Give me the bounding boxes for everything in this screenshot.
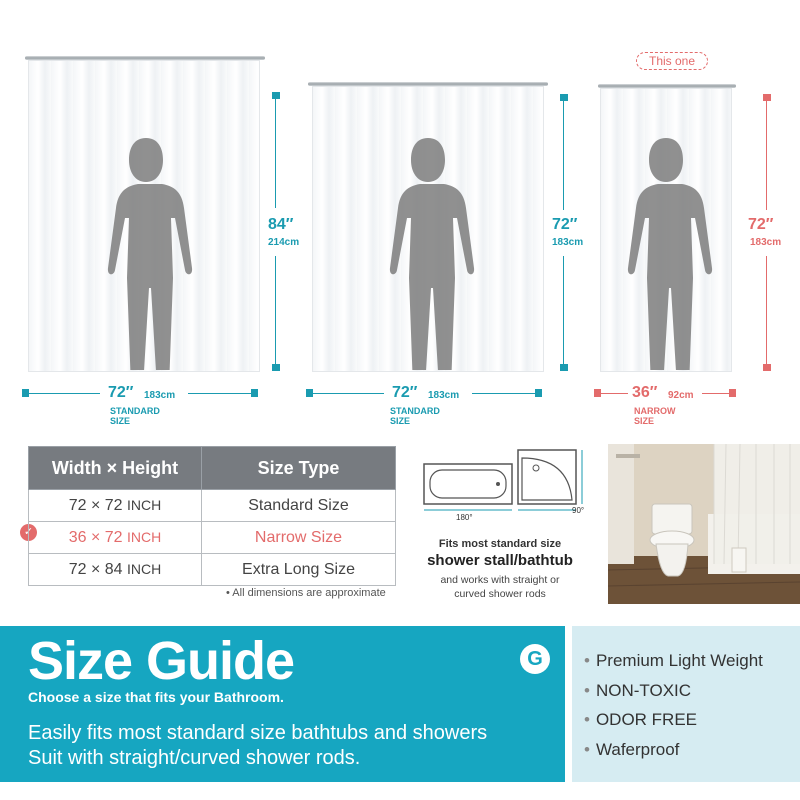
height-inches: 72″ — [748, 216, 774, 233]
table-row — [29, 490, 396, 522]
height-line — [766, 256, 767, 364]
table-row — [29, 554, 396, 586]
brand-logo-icon: G — [520, 644, 550, 674]
width-inches: 36″ — [632, 384, 658, 401]
height-line — [563, 100, 564, 210]
check-circle-icon: ✓ — [20, 524, 37, 541]
fits-line-3 — [416, 573, 584, 601]
banner-title: Size Guide — [28, 631, 295, 691]
fits-line-3-text: and works with straight or — [440, 574, 560, 586]
dims-value: 72 × 84 — [68, 560, 123, 578]
dims-unit: INCH — [127, 560, 162, 577]
fits-line-2: shower stall/bathtub — [427, 552, 573, 569]
size-label: NARROW SIZE — [634, 406, 676, 426]
fits-line-1: Fits most standard size — [438, 538, 562, 550]
feature-item — [584, 710, 697, 730]
bullet-icon: • — [584, 651, 590, 670]
person-silhouette-icon — [618, 138, 714, 370]
size-label: STANDARD SIZE — [110, 406, 160, 426]
feature-label: NON-TOXIC — [595, 681, 692, 700]
dims-value: 72 × 72 — [68, 496, 123, 514]
table-header: Size Type — [202, 447, 396, 490]
banner-line-2: Suit with straight/curved shower rods. — [28, 747, 361, 769]
feature-label: Waferproof — [595, 740, 680, 759]
approximate-note: • All dimensions are approximate — [226, 587, 386, 599]
feature-item — [584, 740, 679, 760]
bullet-icon: • — [584, 740, 590, 759]
dims-unit: INCH — [127, 528, 162, 545]
width-inches: 72″ — [392, 384, 418, 401]
table-cell-type: Extra Long Size — [202, 554, 396, 586]
height-cm: 183cm — [552, 237, 584, 248]
width-line — [600, 393, 628, 394]
arrow-right-icon — [729, 389, 736, 397]
bullet-icon: • — [584, 710, 590, 729]
person-silhouette-icon — [98, 138, 194, 370]
feature-label: ODOR FREE — [595, 710, 698, 729]
height-inches: 84″ — [268, 216, 294, 233]
fits-line-4-text: curved shower rods — [454, 588, 546, 600]
arrow-up-icon — [272, 92, 280, 99]
height-line — [275, 98, 276, 208]
table-cell-dims — [29, 522, 202, 554]
table-cell-type: Narrow Size — [202, 522, 396, 554]
bathroom-photo — [608, 444, 800, 604]
arrow-up-icon — [763, 94, 771, 101]
arrow-right-icon — [251, 389, 258, 397]
person-silhouette-icon — [380, 138, 476, 370]
width-line — [472, 393, 536, 394]
angle-90-label: 90° — [572, 506, 585, 515]
size-table — [28, 446, 396, 586]
banner-line-1: Easily fits most standard size bathtubs and showers — [28, 722, 488, 744]
height-cm: 183cm — [750, 237, 782, 248]
table-cell-dims — [29, 490, 202, 522]
angle-180-label: 180° — [456, 513, 473, 522]
this-one-badge: This one — [636, 52, 708, 70]
feature-item — [584, 651, 763, 671]
width-line — [312, 393, 384, 394]
width-line — [188, 393, 252, 394]
width-inches: 72″ — [108, 384, 134, 401]
width-cm: 183cm — [144, 390, 176, 401]
width-cm: 92cm — [668, 390, 694, 401]
arrow-right-icon — [535, 389, 542, 397]
width-line — [702, 393, 730, 394]
bathroom-photo-illustration — [608, 444, 800, 604]
size-label: STANDARD SIZE — [390, 406, 440, 426]
table-header: Width × Height — [29, 447, 202, 490]
table-cell-type: Standard Size — [202, 490, 396, 522]
arrow-up-icon — [560, 94, 568, 101]
width-line — [28, 393, 100, 394]
dims-unit: INCH — [127, 496, 162, 513]
table-row-highlighted — [29, 522, 396, 554]
height-line — [766, 100, 767, 210]
banner-subtitle: Choose a size that fits your Bathroom. — [28, 689, 284, 705]
arrow-down-icon — [763, 364, 771, 371]
dims-value: 36 × 72 — [68, 528, 123, 546]
width-cm: 183cm — [428, 390, 460, 401]
table-header-row — [29, 447, 396, 490]
bathtub-diagram-icon — [418, 444, 590, 524]
height-line — [563, 256, 564, 364]
height-cm: 214cm — [268, 237, 300, 248]
height-line — [275, 256, 276, 364]
arrow-down-icon — [272, 364, 280, 371]
height-inches: 72″ — [552, 216, 578, 233]
feature-item — [584, 681, 691, 701]
feature-label: Premium Light Weight — [595, 651, 763, 670]
arrow-down-icon — [560, 364, 568, 371]
bullet-icon: • — [584, 681, 590, 700]
table-cell-dims — [29, 554, 202, 586]
